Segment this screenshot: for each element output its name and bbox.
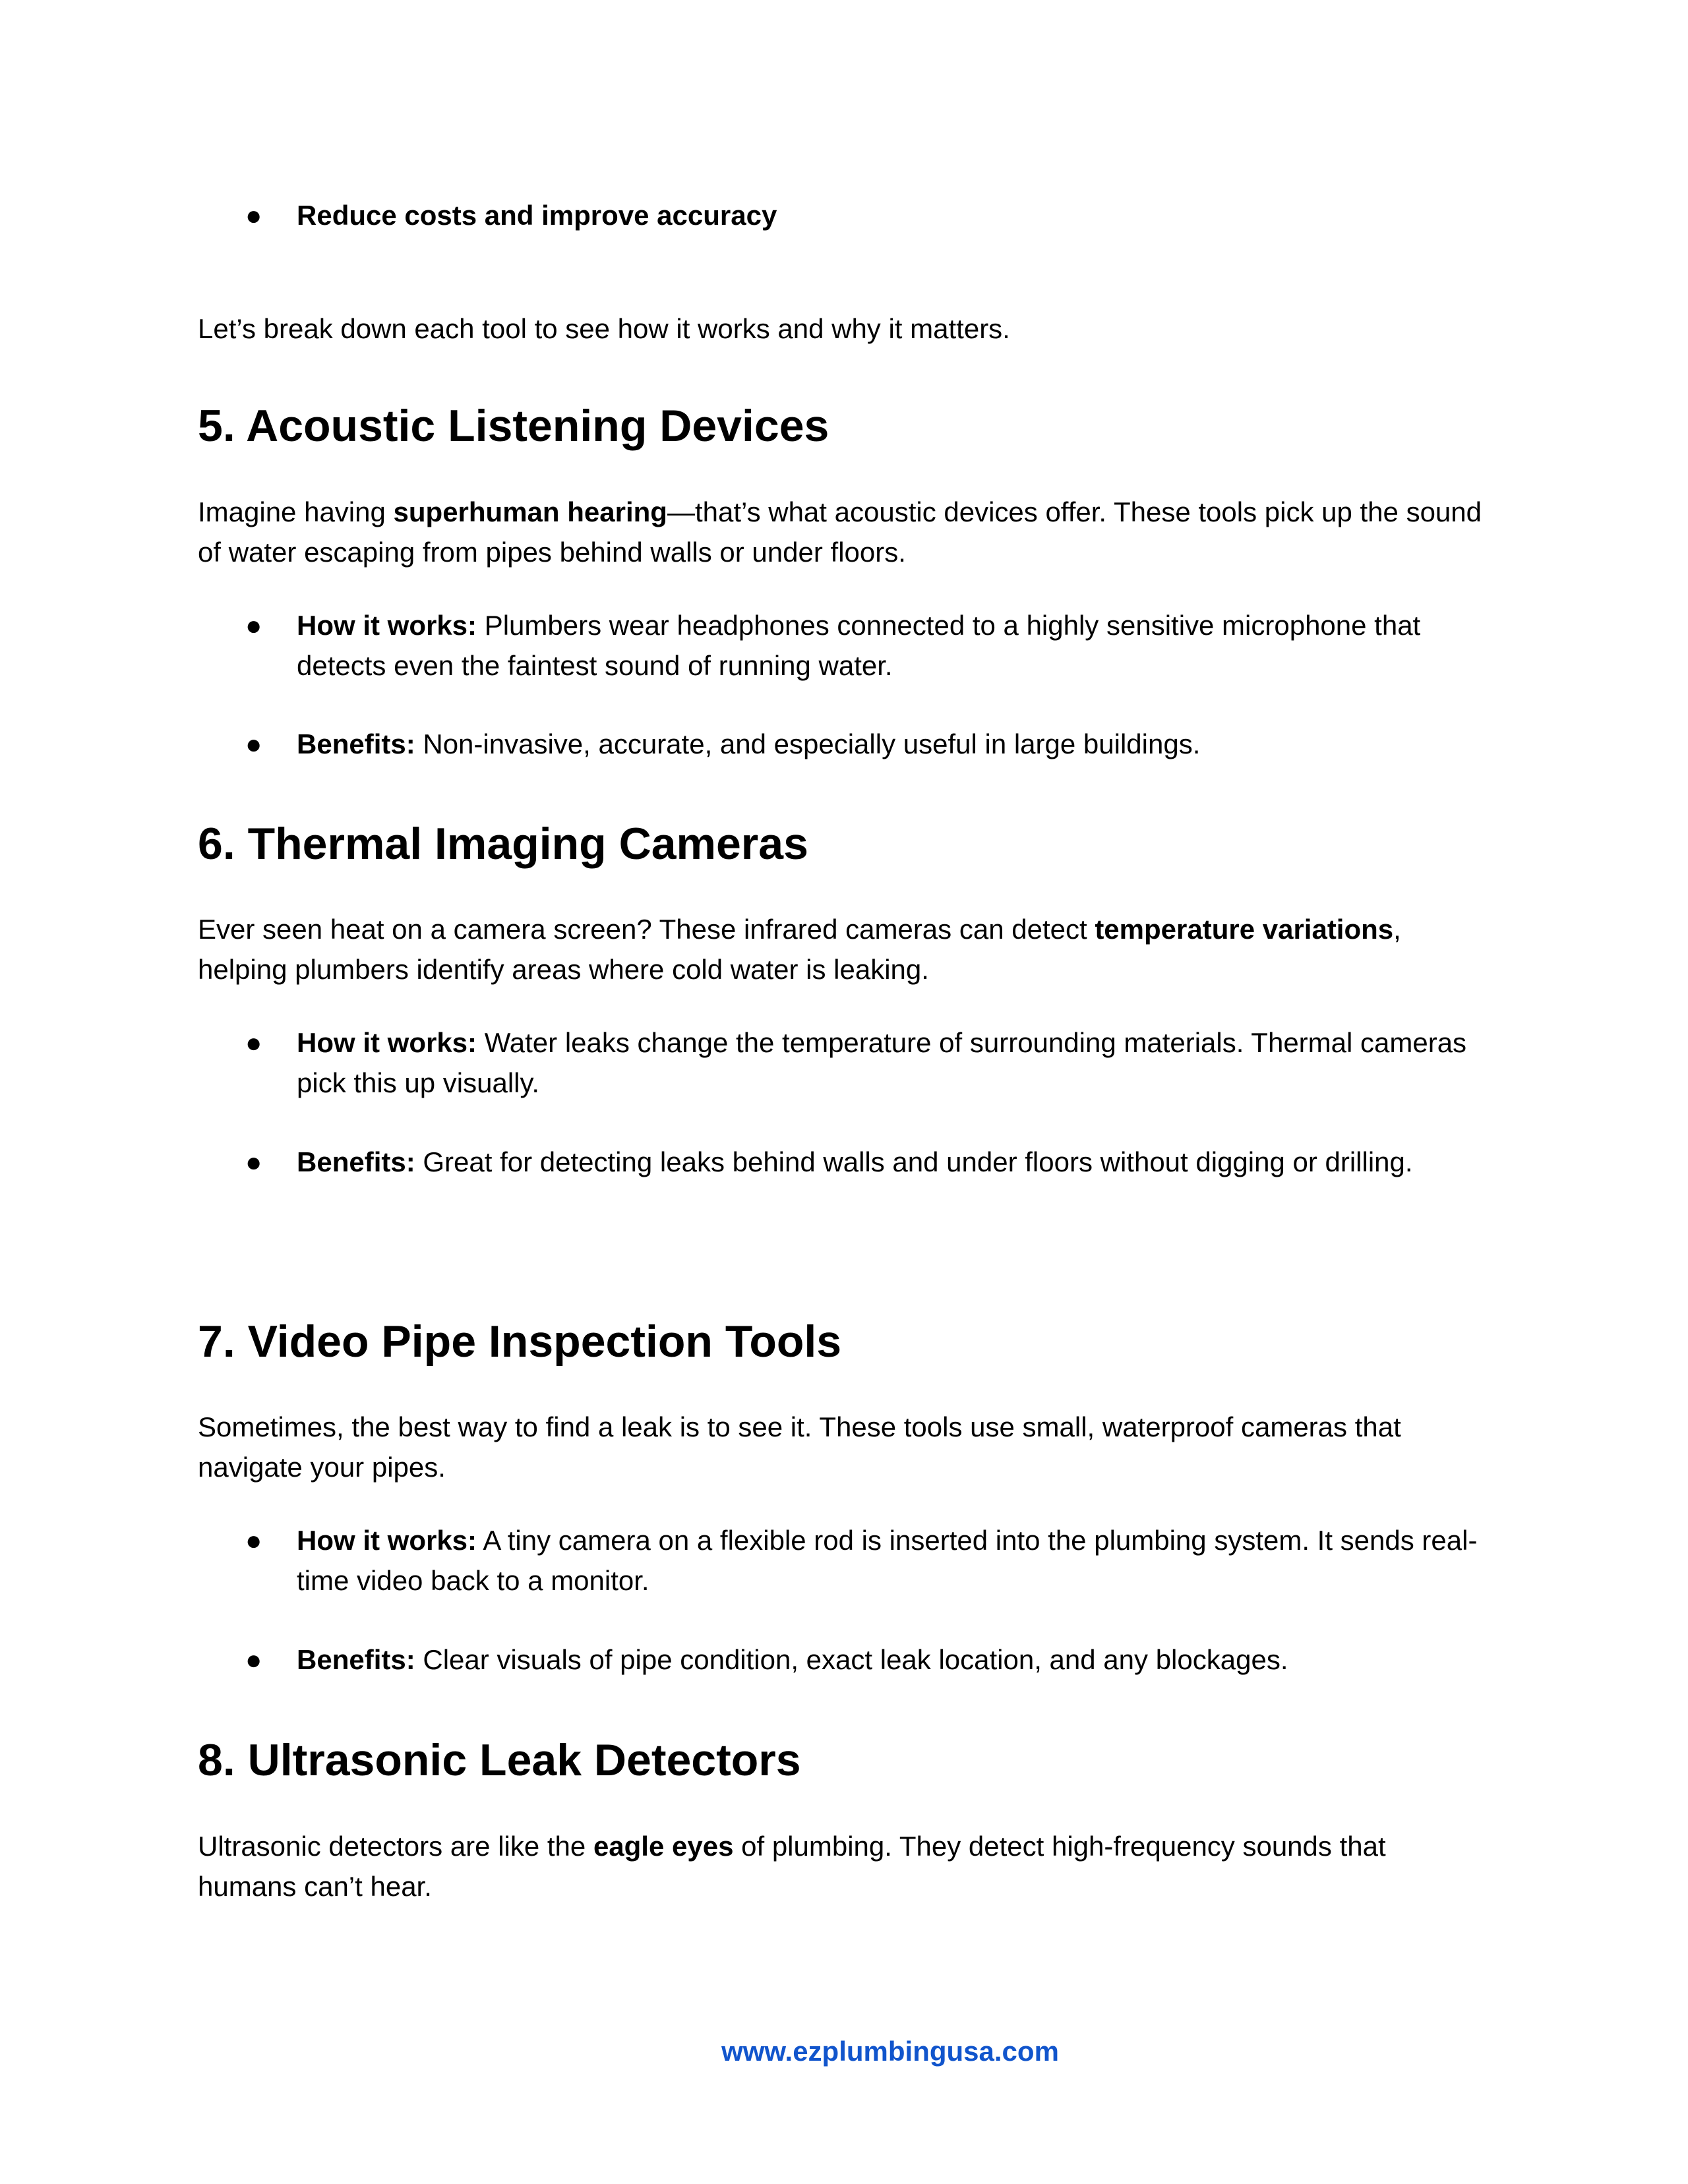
section-heading: 7. Video Pipe Inspection Tools <box>198 1316 842 1367</box>
section-paragraph: Ever seen heat on a camera screen? These infrared cameras can detect temperature variations, helping plumbers identify areas where cold water is leaking. <box>198 914 1401 985</box>
section-heading: 8. Ultrasonic Leak Detectors <box>198 1735 801 1785</box>
bullet-dot: ● <box>245 610 262 641</box>
intro-paragraph: Let’s break down each tool to see how it works and why it matters. <box>198 313 1010 344</box>
section-heading: 6. Thermal Imaging Cameras <box>198 819 808 869</box>
bullet-dot: ● <box>245 1525 262 1556</box>
section-heading: 5. Acoustic Listening Devices <box>198 401 829 451</box>
section-paragraph: Imagine having superhuman hearing—that’s what acoustic devices offer. These tools pick up the sound of water escaping from pipes behind walls or under floors. <box>198 496 1482 568</box>
bullet-dot: ● <box>245 1146 262 1177</box>
bullet-dot: ● <box>245 200 262 231</box>
footer-website-link[interactable]: www.ezplumbingusa.com <box>721 2036 1059 2067</box>
section-paragraph: Sometimes, the best way to find a leak is to see it. These tools use small, waterproof cameras that navigate your pipes. <box>198 1411 1401 1483</box>
bullet-dot: ● <box>245 1644 262 1675</box>
bullet-dot: ● <box>245 1027 262 1058</box>
bullet-bold-text: Reduce costs and improve accuracy <box>297 200 777 231</box>
bullet-dot: ● <box>245 728 262 759</box>
section-paragraph: Ultrasonic detectors are like the eagle eyes of plumbing. They detect high-frequency sounds that humans can’t hear. <box>198 1831 1386 1902</box>
